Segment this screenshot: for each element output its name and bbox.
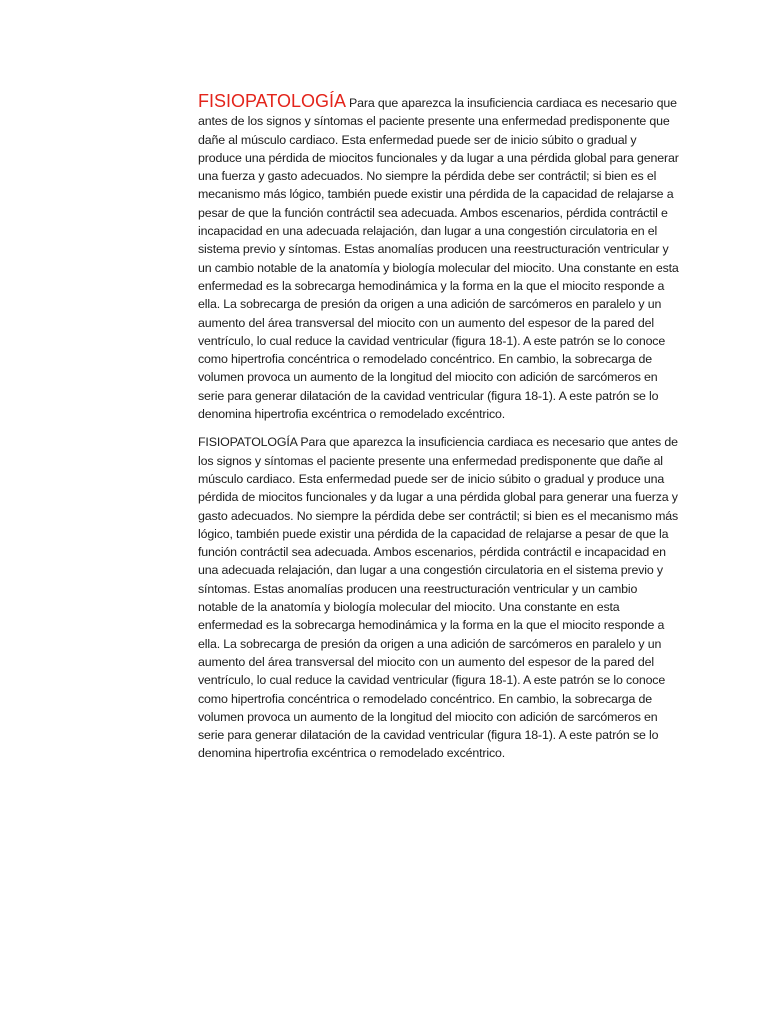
document-page <box>198 92 680 763</box>
paragraph-1-text: Para que aparezca la insuficiencia cardiaca es necesario que antes de los signos y síntomas el paciente presente una enfermedad predisponente que dañe al músculo cardiaco. Esta enfermedad puede ser de inicio súbito o gradual y produce una pérdida de miocitos funcionales y da lugar a una pérdida global para generar una fuerza y gasto adecuados. No siempre la pérdida debe ser contráctil; si bien es el mecanismo más lógico, también puede existir una pérdida de la capacidad de relajarse a pesar de que la función contráctil sea adecuada. Ambos escenarios, pérdida contráctil e incapacidad en una adecuada relajación, dan lugar a una congestión circulatoria en el sistema previo y síntomas. Estas anomalías producen una reestructuración ventricular y un cambio notable de la anatomía y biología molecular del miocito. Una constante en esta enfermedad es la sobrecarga hemodinámica y la forma en la que el miocito responde a ella. La sobrecarga de presión da origen a una adición de sarcómeros en paralelo y un aumento del área transversal del miocito con un aumento del espesor de la pared del ventrículo, lo cual reduce la cavidad ventricular (figura 18-1). A este patrón se lo conoce como hipertrofia concéntrica o remodelado concéntrico. En cambio, la sobrecarga de volumen provoca un aumento de la longitud del miocito con adición de sarcómeros en serie para generar dilatación de la cavidad ventricular (figura 18-1). A este patrón se lo denomina hipertrofia excéntrica o remodelado excéntrico. <box>198 96 679 422</box>
paragraph-2: FISIOPATOLOGÍA Para que aparezca la insuficiencia cardiaca es necesario que antes de los signos y síntomas el paciente presente una enfermedad predisponente que dañe al músculo cardiaco. Esta enfermedad puede ser de inicio súbito o gradual y produce una pérdida de miocitos funcionales y da lugar a una pérdida global para generar una fuerza y gasto adecuados. No siempre la pérdida debe ser contráctil; si bien es el mecanismo más lógico, también puede existir una pérdida de la capacidad de relajarse a pesar de que la función contráctil sea adecuada. Ambos escenarios, pérdida contráctil e incapacidad en una adecuada relajación, dan lugar a una congestión circulatoria en el sistema previo y síntomas. Estas anomalías producen una reestructuración ventricular y un cambio notable de la anatomía y biología molecular del miocito. Una constante en esta enfermedad es la sobrecarga hemodinámica y la forma en la que el miocito responde a ella. La sobrecarga de presión da origen a una adición de sarcómeros en paralelo y un aumento del área transversal del miocito con un aumento del espesor de la pared del ventrículo, lo cual reduce la cavidad ventricular (figura 18-1). A este patrón se lo conoce como hipertrofia concéntrica o remodelado concéntrico. En cambio, la sobrecarga de volumen provoca un aumento de la longitud del miocito con adición de sarcómeros en serie para generar dilatación de la cavidad ventricular (figura 18-1). A este patrón se lo denomina hipertrofia excéntrica o remodelado excéntrico. <box>198 435 679 761</box>
section-heading: FISIOPATOLOGÍA <box>198 91 347 111</box>
paragraph-1 <box>198 92 680 423</box>
